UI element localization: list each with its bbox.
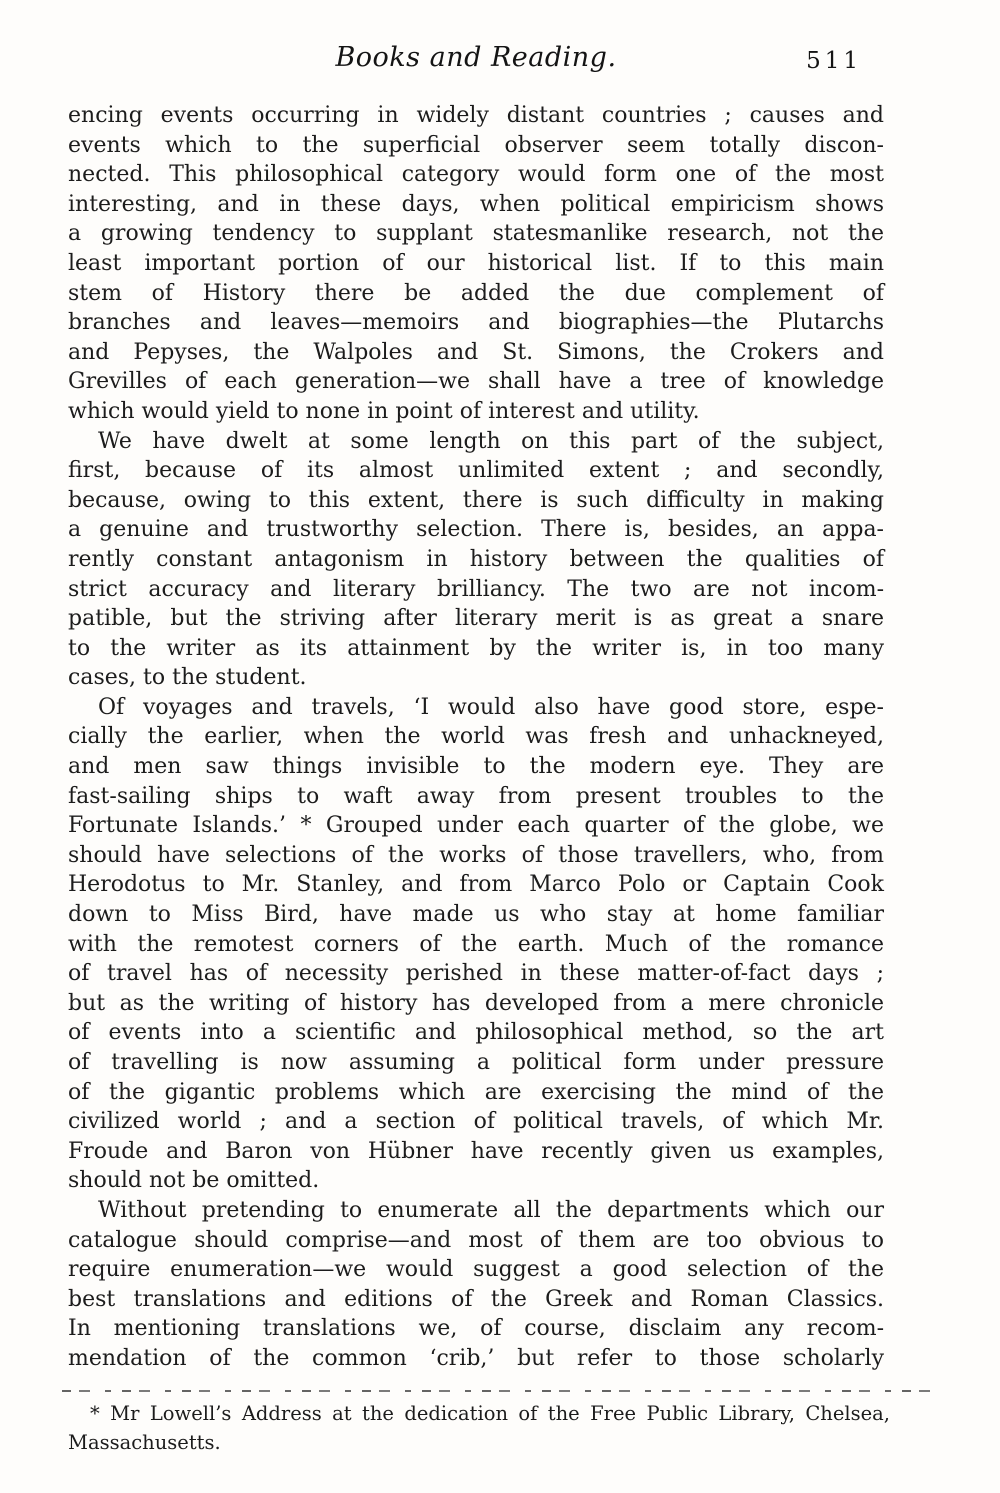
text-line: Froude and Baron von Hübner have recently given us examples, xyxy=(68,1138,884,1164)
text-line: a growing tendency to supplant statesmanlike research, not the xyxy=(68,221,884,247)
text-line: fast-sailing ships to waft away from present troubles to the xyxy=(68,783,884,809)
text-line: but as the writing of history has developed from a mere chronicle xyxy=(68,990,884,1016)
text-line: We have dwelt at some length on this part of the subject, xyxy=(98,428,884,454)
text-line: down to Miss Bird, have made us who stay at home familiar xyxy=(68,902,884,928)
paragraph-3 xyxy=(68,693,884,1196)
text-line: and men saw things invisible to the modern eye. They are xyxy=(68,754,884,780)
text-line: of the gigantic problems which are exercising the mind of the xyxy=(68,1079,884,1105)
text-line: strict accuracy and literary brilliancy. The two are not incom- xyxy=(68,576,884,602)
text-line: of events into a scientific and philosophical method, so the art xyxy=(68,1020,884,1046)
text-line: patible, but the striving after literary merit is as great a snare xyxy=(68,606,884,632)
text-line: catalogue should comprise—and most of them are too obvious to xyxy=(68,1227,884,1253)
text-line: to the writer as its attainment by the writer is, in too many xyxy=(68,635,884,661)
text-line: Of voyages and travels, ‘I would also have good store, espe- xyxy=(98,694,884,720)
page-number: 511 xyxy=(806,48,862,74)
text-line: and Pepyses, the Walpoles and St. Simons, the Crokers and xyxy=(68,339,884,365)
text-line: require enumeration—we would suggest a good selection of the xyxy=(68,1257,884,1283)
text-line: Grevilles of each generation—we shall have a tree of knowledge xyxy=(68,369,884,395)
text-line: mendation of the common ‘crib,’ but refer to those scholarly xyxy=(68,1345,884,1371)
text-line: first, because of its almost unlimited extent ; and secondly, xyxy=(68,458,884,484)
text-line: interesting, and in these days, when political empiricism shows xyxy=(68,191,884,217)
paragraph-1 xyxy=(68,101,884,427)
text-line: cially the earlier, when the world was fresh and unhackneyed, xyxy=(68,724,884,750)
text-line: Without pretending to enumerate all the departments which our xyxy=(98,1197,884,1223)
text-line: of travelling is now assuming a political form under pressure xyxy=(68,1050,884,1075)
text-line: civilized world ; and a section of political travels, of which Mr. xyxy=(68,1109,884,1135)
page-title: Books and Reading. xyxy=(335,42,617,73)
text-line: cases, to the student. xyxy=(68,665,307,691)
footnote-line: * Mr Lowell’s Address at the dedication of the Free Public Library, Chelsea, xyxy=(90,1402,890,1425)
text-line: because, owing to this extent, there is such difficulty in making xyxy=(68,487,884,513)
text-line: rently constant antagonism in history between the qualities of xyxy=(68,546,884,572)
text-line: stem of History there be added the due complement of xyxy=(68,280,884,306)
text-line: should not be omitted. xyxy=(68,1168,320,1194)
text-line: least important portion of our historical list. If to this main xyxy=(68,250,884,276)
footnote xyxy=(68,1399,890,1457)
text-line: Herodotus to Mr. Stanley, and from Marco Polo or Captain Cook xyxy=(68,872,884,898)
text-line: should have selections of the works of those travellers, who, from xyxy=(68,842,884,868)
text-line: Fortunate Islands.’ * Grouped under each quarter of the globe, we xyxy=(68,813,884,839)
footnote-line: Massachusetts. xyxy=(68,1431,221,1454)
text-line: branches and leaves—memoirs and biographies—the Plutarchs xyxy=(68,310,884,336)
running-header xyxy=(68,42,884,73)
text-line: In mentioning translations we, of course, disclaim any recom- xyxy=(68,1316,884,1342)
paragraph-2 xyxy=(68,427,884,693)
text-line: with the remotest corners of the earth. Much of the romance xyxy=(68,931,884,957)
text-line: encing events occurring in widely distant countries ; causes and xyxy=(68,103,884,128)
footnote-rule xyxy=(62,1390,942,1392)
text-line: of travel has of necessity perished in these matter-of-fact days ; xyxy=(68,961,884,987)
text-line: which would yield to none in point of interest and utility. xyxy=(68,398,700,424)
text-line: best translations and editions of the Greek and Roman Classics. xyxy=(68,1286,884,1312)
body-text xyxy=(68,101,884,1374)
paragraph-4 xyxy=(68,1196,884,1374)
text-line: a genuine and trustworthy selection. There is, besides, an appa- xyxy=(68,517,884,543)
text-line: events which to the superficial observer seem totally discon- xyxy=(68,132,884,158)
text-line: nected. This philosophical category would form one of the most xyxy=(68,162,884,188)
